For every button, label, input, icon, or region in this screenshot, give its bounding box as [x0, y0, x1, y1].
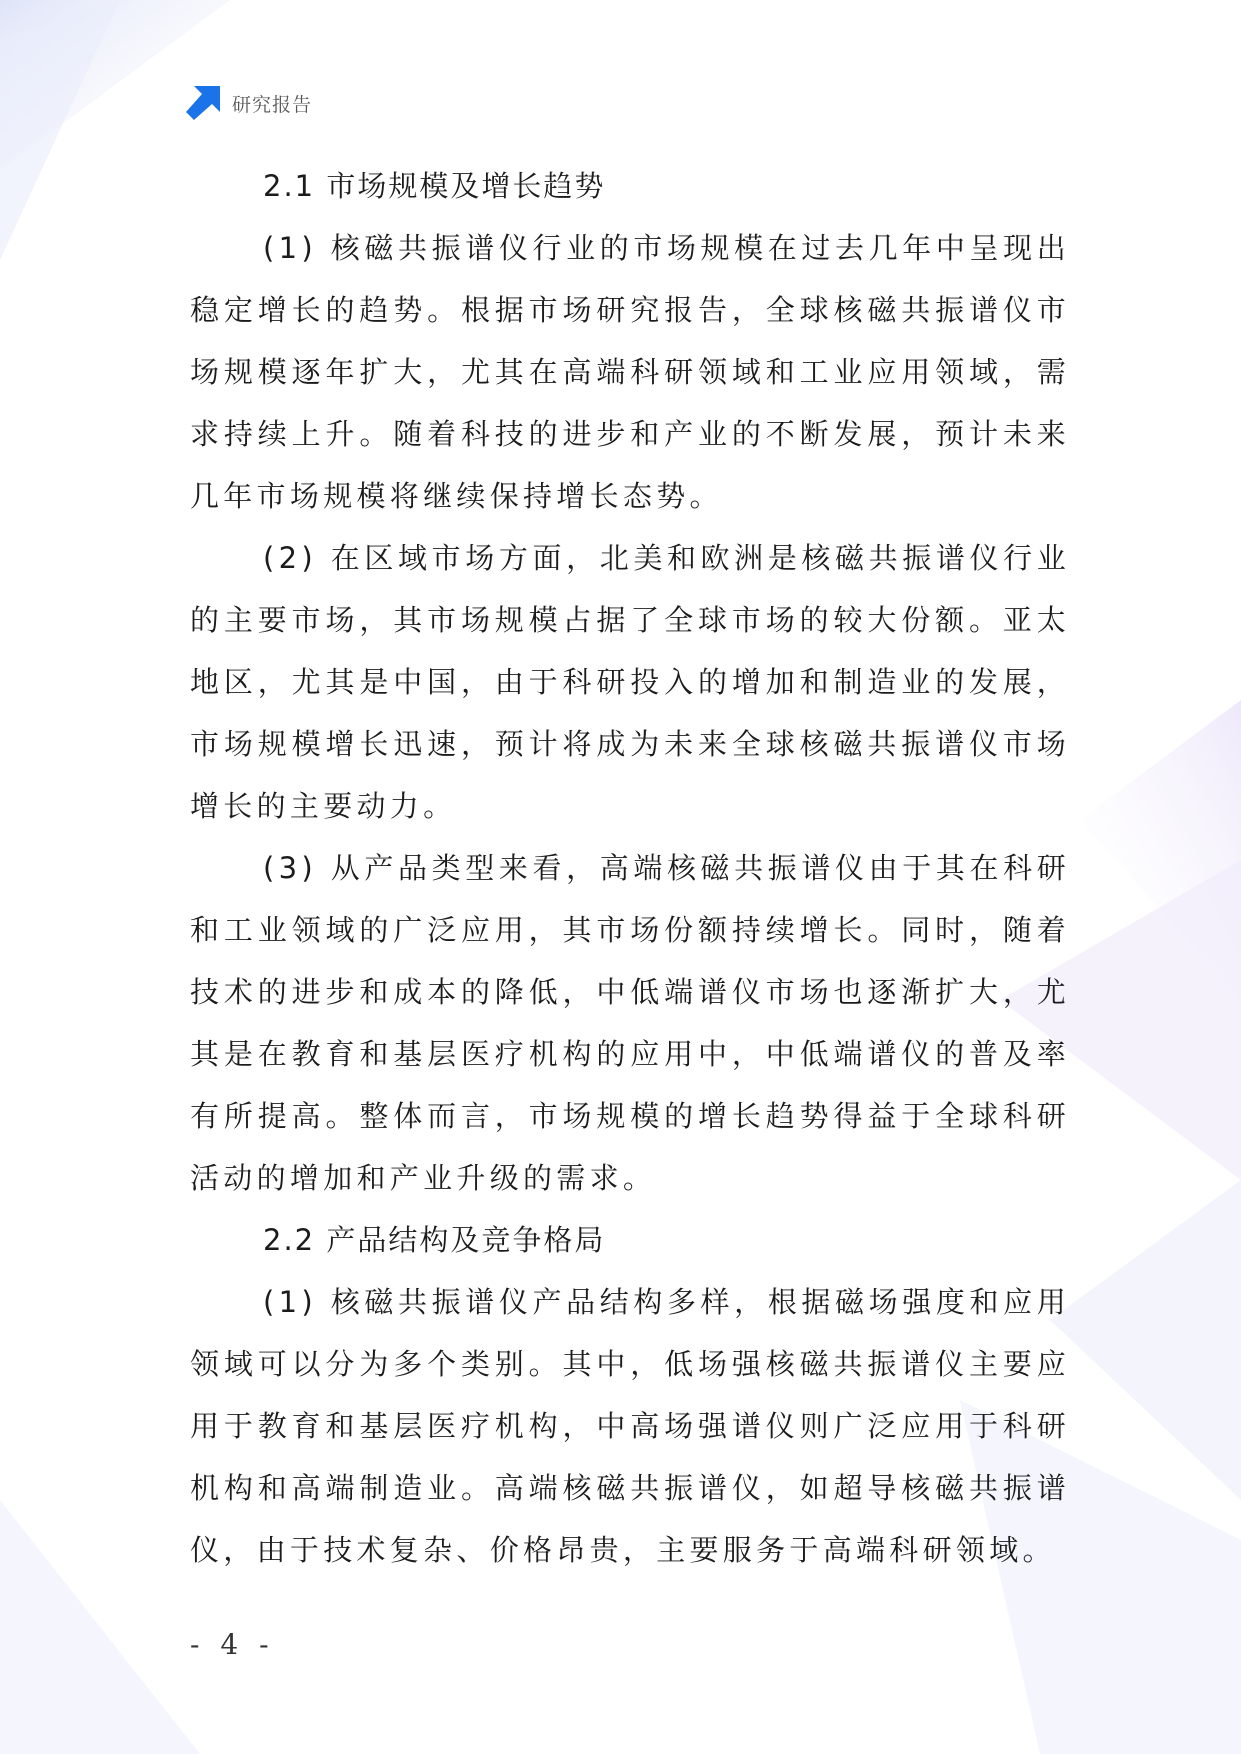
section-heading: 2.1 市场规模及增长趋势: [263, 169, 606, 203]
header-label: 研究报告: [232, 93, 313, 116]
section-heading: 2.2 产品结构及竞争格局: [263, 1223, 606, 1257]
paragraph: (3) 从产品类型来看，高端核磁共振谱仪由于其在科研和工业领域的广泛应用，其市场份额持续增长。同时，随着技术的进步和成本的降低，中低端谱仪市场也逐渐扩大，尤其是在教育和基层医疗机构的应用中，中低端谱仪的普及率有所提高。整体而言，市场规模的增长趋势得益于全球科研活动的增加和产业升级的需求。: [190, 851, 1070, 1195]
report-header: [186, 86, 312, 120]
paragraph: (2) 在区域市场方面，北美和欧洲是核磁共振谱仪行业的主要市场，其市场规模占据了全球市场的较大份额。亚太地区，尤其是中国，由于科研投入的增加和制造业的发展，市场规模增长迅速，预计将成为未来全球核磁共振谱仪市场增长的主要动力。: [190, 541, 1070, 823]
paragraph: (1) 核磁共振谱仪行业的市场规模在过去几年中呈现出稳定增长的趋势。根据市场研究报告，全球核磁共振谱仪市场规模逐年扩大，尤其在高端科研领域和工业应用领域，需求持续上升。随着科技的进步和产业的不断发展，预计未来几年市场规模将继续保持增长态势。: [190, 231, 1070, 513]
arrow-logo-icon: [186, 86, 220, 120]
document-body: [190, 155, 1070, 1581]
paragraph: (1) 核磁共振谱仪产品结构多样，根据磁场强度和应用领域可以分为多个类别。其中，低场强核磁共振谱仪主要应用于教育和基层医疗机构，中高场强谱仪则广泛应用于科研机构和高端制造业。高端核磁共振谱仪，如超导核磁共振谱仪，由于技术复杂、价格昂贵，主要服务于高端科研领域。: [190, 1285, 1070, 1567]
page-number: - 4 -: [190, 1628, 275, 1661]
